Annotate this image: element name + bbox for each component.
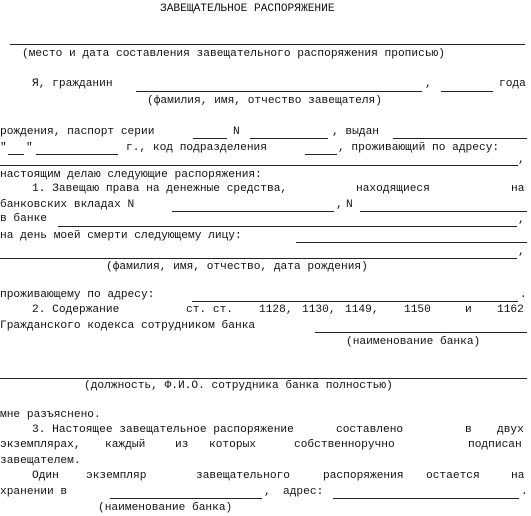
employee-caption: (должность, Ф.И.О. сотрудника банка полностью) <box>84 380 393 392</box>
item1-text-left: 1. Завещаю права на денежные средства, <box>32 183 288 195</box>
document-title: ЗАВЕЩАТЕЛЬНОЕ РАСПОРЯЖЕНИЕ <box>160 3 335 15</box>
item2-articles: ст. ст. <box>186 304 233 316</box>
testator-name-caption: (фамилия, имя, отчество завещателя) <box>147 95 382 107</box>
item3-copies: экземплярах, <box>0 439 81 451</box>
item2-article-1150: 1150 <box>404 304 431 316</box>
storage-address-field[interactable] <box>333 498 519 499</box>
item2-and: и <box>465 304 472 316</box>
storage-label: хранении в <box>0 486 68 498</box>
item1-text-right: на <box>511 183 525 195</box>
item2-civil-code: Гражданского кодекса сотрудником банка <box>0 320 256 332</box>
heir-name-field-2[interactable] <box>0 258 517 259</box>
copy-testamentary: завещательного <box>196 470 290 482</box>
birth-year-field[interactable] <box>441 91 493 92</box>
address-comma: , <box>518 154 525 166</box>
item2-article-1128: 1128, <box>259 304 293 316</box>
place-date-field[interactable] <box>10 44 525 45</box>
item3-each: каждый <box>105 439 146 451</box>
item2-article-1162: 1162 <box>497 304 524 316</box>
place-date-caption: (место и дата составления завещательного распоряжения прописью) <box>22 48 445 60</box>
year-label: года <box>499 78 526 90</box>
account-number-1-field[interactable] <box>172 211 334 212</box>
bank-employee-field[interactable] <box>0 378 527 379</box>
division-code-label: г., код подразделения <box>126 142 267 154</box>
issue-day-field[interactable] <box>8 154 24 155</box>
item2-lead: 2. Содержание <box>32 304 120 316</box>
explained-text: мне разъяснено. <box>0 409 101 421</box>
passport-issuer-field[interactable] <box>393 138 527 139</box>
item3-two: двух <box>497 424 524 436</box>
issue-day-close-quote: " <box>26 142 33 154</box>
item2-article-1149: 1149, <box>345 304 379 316</box>
issue-day-open-quote: " <box>0 142 7 154</box>
bank-name-field[interactable] <box>58 226 517 227</box>
passport-label: рождения, паспорт серии <box>0 126 155 138</box>
account-number-2-field[interactable] <box>360 211 527 212</box>
copy-disposition: распоряжения <box>323 470 404 482</box>
heir-name-field-1[interactable] <box>296 242 527 243</box>
division-code-field[interactable] <box>305 154 337 155</box>
heir-caption: (фамилия, имя, отчество, дата рождения) <box>106 261 368 273</box>
item3-of: из <box>175 439 189 451</box>
account-number-sign: N <box>346 199 353 211</box>
deposit-accounts-label: банковских вкладах N <box>0 199 135 211</box>
account-comma: , <box>336 199 343 211</box>
bank-name-caption: (наименование банка) <box>346 336 481 348</box>
item3-which: которых <box>209 439 256 451</box>
issue-month-field[interactable] <box>36 154 118 155</box>
heir-address-label: проживающему по адресу: <box>0 289 155 301</box>
storage-address-period: . <box>521 486 528 498</box>
on-death-label: на день моей смерти следующему лицу: <box>0 230 242 242</box>
item1-text-mid: находящиеся <box>356 183 430 195</box>
bank-comma: , <box>518 214 525 226</box>
testator-address-field[interactable] <box>0 165 518 166</box>
storage-bank-field[interactable] <box>110 498 262 499</box>
bank-employee-bank-field[interactable] <box>315 332 527 333</box>
passport-number-sign: N <box>233 126 240 138</box>
storage-comma: , <box>264 486 271 498</box>
item3-signed: подписан <box>468 439 522 451</box>
citizen-prefix: Я, гражданин <box>32 78 113 90</box>
passport-number-field[interactable] <box>250 138 328 139</box>
storage-bank-caption: (наименование банка) <box>98 502 233 514</box>
copy-on: на <box>511 470 525 482</box>
copy-one: Один <box>32 470 59 482</box>
item3-by-hand: собственноручно <box>294 439 395 451</box>
testator-name-field[interactable] <box>136 91 422 92</box>
intro-text: настоящим делаю следующие распоряжения: <box>0 169 262 181</box>
item3-testator: завещателем. <box>0 455 81 467</box>
residing-label: , проживающий по адресу: <box>338 142 500 154</box>
copy-remains: остается <box>426 470 480 482</box>
in-bank-label: в банке <box>0 213 47 225</box>
passport-series-field[interactable] <box>193 138 227 139</box>
heir-address-period: . <box>520 289 527 301</box>
citizen-comma: , <box>425 78 432 90</box>
item3-composed: составлено <box>336 424 404 436</box>
item2-article-1130: 1130, <box>302 304 336 316</box>
item3-lead: 3. Настоящее завещательное распоряжение <box>32 424 294 436</box>
heir-comma: , <box>518 246 525 258</box>
passport-issued-label: , выдан <box>332 126 379 138</box>
storage-address-label: адрес: <box>283 486 324 498</box>
item3-in: в <box>465 424 472 436</box>
copy-instance: экземпляр <box>86 470 147 482</box>
heir-address-field[interactable] <box>192 301 518 302</box>
